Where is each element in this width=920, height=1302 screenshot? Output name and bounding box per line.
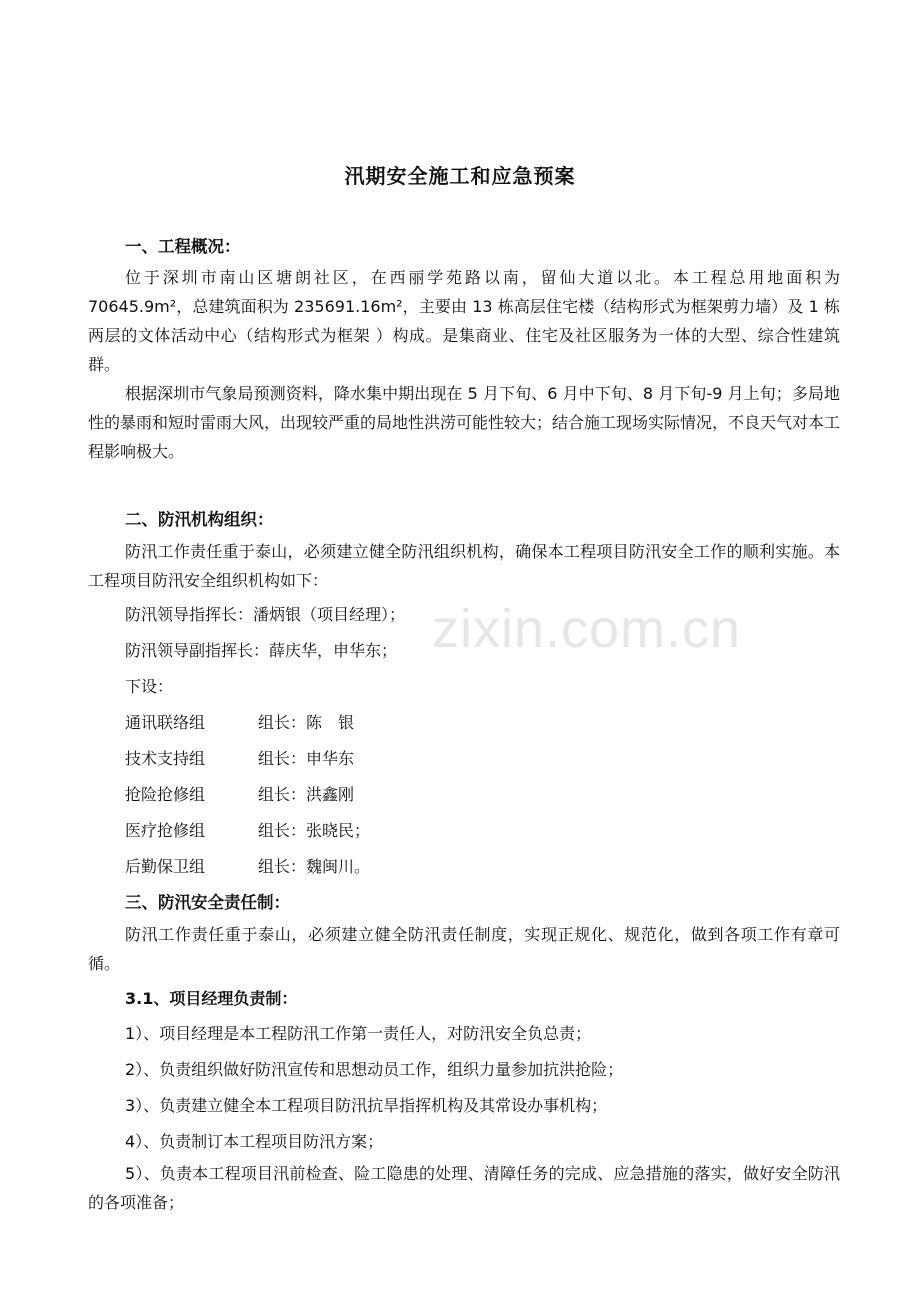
section-2-heading: 二、防汛机构组织：	[125, 510, 274, 529]
section-3-heading: 三、防汛安全责任制：	[125, 893, 290, 912]
list-item: 4）、负责制订本工程项目防汛方案；	[125, 1132, 384, 1151]
section-1-paragraph-2: 根据深圳市气象局预测资料，降水集中期出现在 5 月下旬、6 月中下旬、8 月下旬-9 月上旬；多局地性的暴雨和短时雷雨大风，出现较严重的局地性洪涝可能性较大；结合施工现场实际情况，不良天气对本工程影响极大。	[88, 384, 841, 461]
group-name: 技术支持组	[125, 749, 206, 768]
group-leader: 组长：陈 银	[258, 713, 355, 732]
group-row	[125, 854, 370, 877]
group-row	[125, 746, 354, 769]
group-name: 通讯联络组	[125, 713, 206, 732]
commander-line: 防汛领导指挥长：潘炳银（项目经理）；	[125, 605, 406, 624]
document-title: 汛期安全施工和应急预案	[344, 164, 576, 188]
group-leader: 组长：张晓民；	[258, 821, 371, 840]
vice-commander-line: 防汛领导副指挥长：薛庆华，申华东；	[125, 641, 398, 660]
group-name: 后勤保卫组	[125, 857, 206, 876]
list-item: 2）、负责组织做好防汛宣传和思想动员工作，组织力量参加抗洪抢险；	[125, 1060, 624, 1079]
list-item: 3）、负责建立健全本工程项目防汛抗旱指挥机构及其常设办事机构；	[125, 1096, 608, 1115]
group-leader: 组长：洪鑫刚	[258, 785, 355, 804]
list-item: 5）、负责本工程项目汛前检查、险工隐患的处理、清障任务的完成、应急措施的落实，做好安全防汛的各项准备；	[88, 1164, 840, 1212]
group-row	[125, 818, 370, 841]
group-row	[125, 710, 354, 733]
group-name: 医疗抢修组	[125, 821, 206, 840]
section-1-heading: 一、工程概况：	[125, 237, 241, 256]
group-row	[125, 782, 354, 805]
section-3-paragraph-1: 防汛工作责任重于泰山，必须建立健全防汛责任制度，实现正规化、规范化，做到各项工作有章可循。	[88, 925, 840, 973]
group-name: 抢险抢修组	[125, 785, 206, 804]
list-item: 1）、项目经理是本工程防汛工作第一责任人，对防汛安全负总责；	[125, 1024, 592, 1043]
section-3-1-heading: 3.1、项目经理负责制：	[125, 989, 298, 1008]
group-leader: 组长：申华东	[258, 749, 355, 768]
watermark: zixin.com.cn	[432, 599, 742, 659]
section-1-paragraph-1: 位于深圳市南山区塘朗社区，在西丽学苑路以南，留仙大道以北。本工程总用地面积为 70645.9m²，总建筑面积为 235691.16m²，主要由 13 栋高层住宅楼（结构形式为框架剪力墙）及 1 栋两层的文体活动中心（结构形式为框架 ）构成。是集商业、住宅及社区服务为一体的大型、综合性建筑群。	[88, 268, 840, 374]
group-leader: 组长：魏闽川。	[258, 857, 371, 876]
sub-label: 下设：	[125, 677, 174, 696]
section-2-paragraph-1: 防汛工作责任重于泰山，必须建立健全防汛组织机构，确保本工程项目防汛安全工作的顺利实施。本工程项目防汛安全组织机构如下：	[88, 542, 840, 590]
